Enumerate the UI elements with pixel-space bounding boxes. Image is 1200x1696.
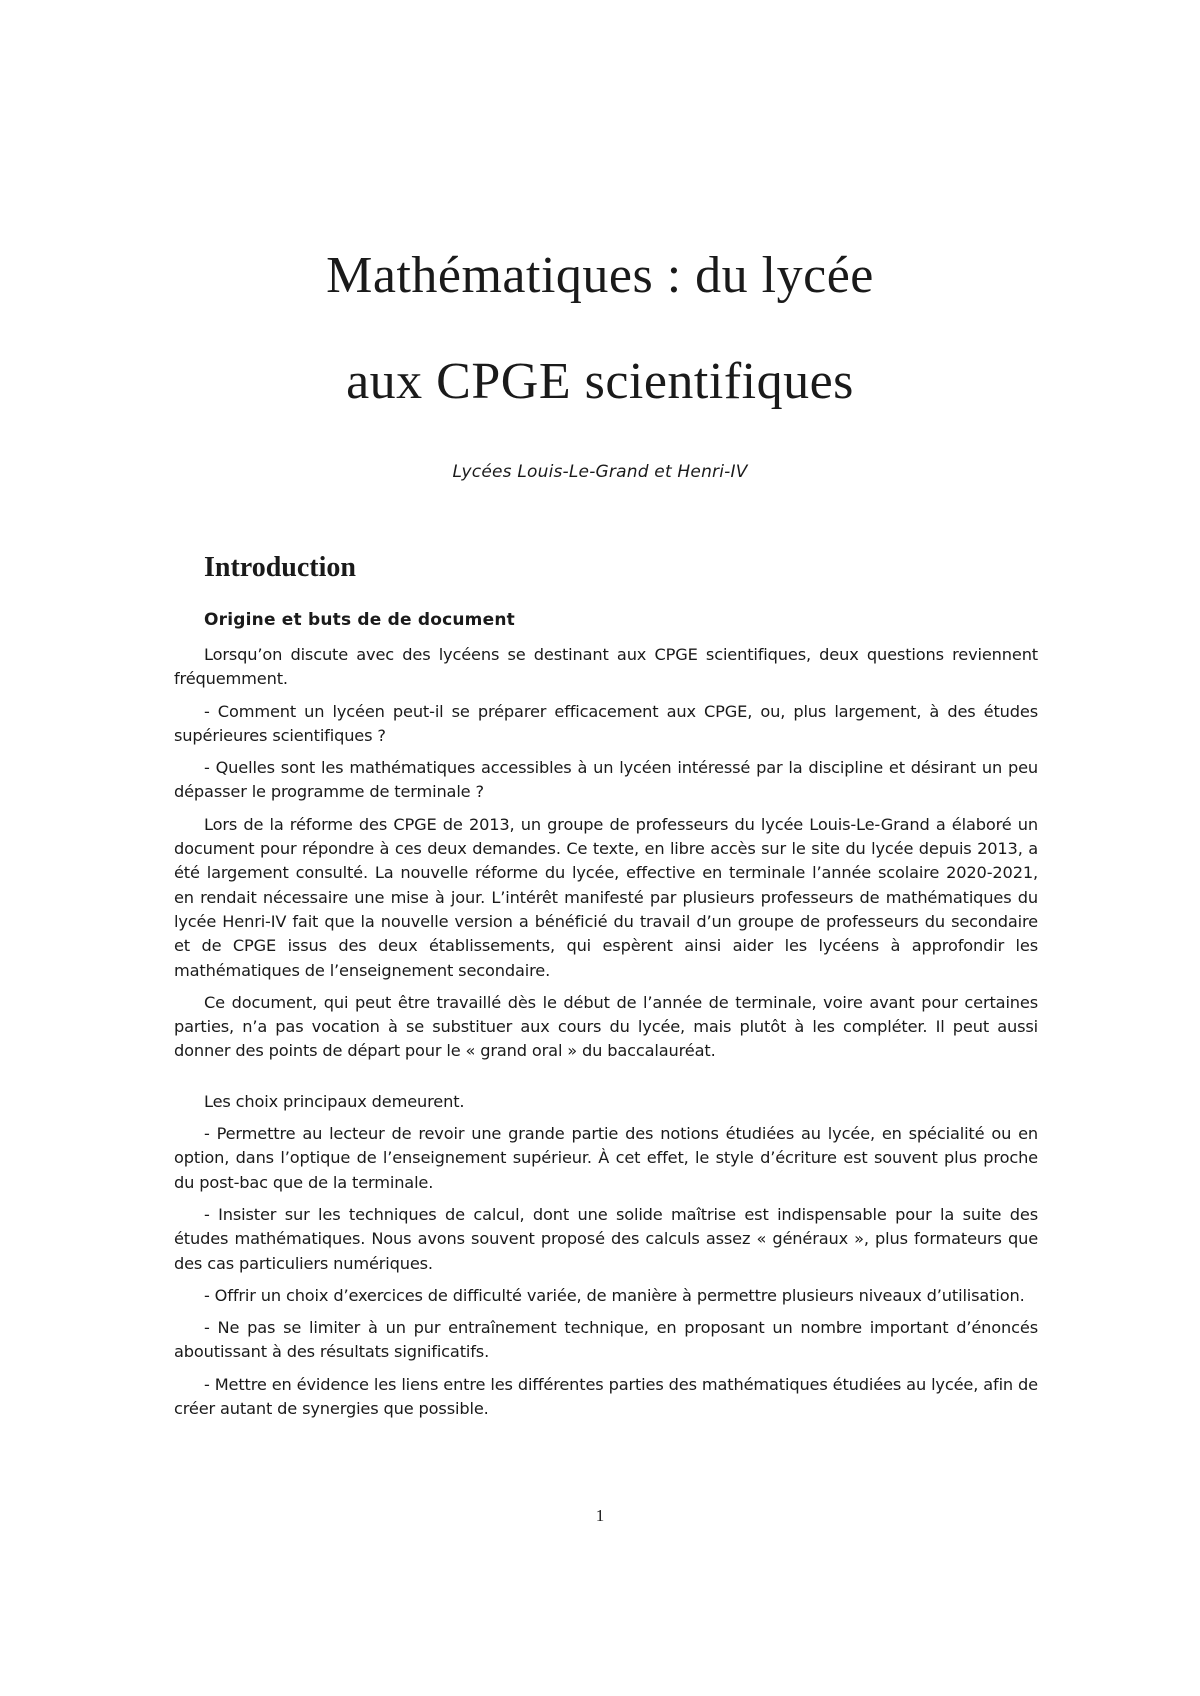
paragraph: - Insister sur les techniques de calcul, dont une solide maîtrise est indispensable pour la suite des études mathématiques. Nous avons souvent proposé des calculs assez « généraux », plus formateurs que des cas particuliers numériques.: [174, 1204, 1038, 1273]
page-number: 1: [595, 1506, 605, 1525]
paragraph: Lors de la réforme des CPGE de 2013, un groupe de professeurs du lycée Louis-Le-Grand a élaboré un document pour répondre à ces deux demandes. Ce texte, en libre accès sur le site du lycée depuis 2013, a été largement consulté. La nouvelle réforme du lycée, effective en terminale l’année scolaire 2020-2021, en rendait nécessaire une mise à jour. L’intérêt manifesté par plusieurs professeurs de mathématiques du lycée Henri-IV fait que la nouvelle version a bénéficié du travail d’un groupe de professeurs du secondaire et de CPGE issus des deux établissements, qui espèrent ainsi aider les lycéens à approfondir les mathématiques de l’enseignement secondaire.: [174, 814, 1038, 980]
paragraph: - Quelles sont les mathématiques accessibles à un lycéen intéressé par la discipline et désirant un peu dépasser le programme de terminale ?: [174, 758, 1038, 802]
subsection-title: Origine et buts de de document: [204, 610, 515, 630]
paragraph: - Comment un lycéen peut-il se préparer efficacement aux CPGE, ou, plus largement, à des études supérieures scientifiques ?: [174, 701, 1038, 745]
paragraph: Lorsqu’on discute avec des lycéens se destinant aux CPGE scientifiques, deux questions reviennent fréquemment.: [174, 645, 1038, 689]
document-title-line-2: aux CPGE scientifiques: [346, 353, 854, 410]
paragraph: - Mettre en évidence les liens entre les différentes parties des mathématiques étudiées au lycée, afin de créer autant de synergies que possible.: [174, 1374, 1038, 1419]
document-title-line-1: Mathématiques : du lycée: [326, 247, 874, 304]
paragraph: - Permettre au lecteur de revoir une grande partie des notions étudiées au lycée, en spécialité ou en option, dans l’optique de l’enseignement supérieur. À cet effet, le style d’écriture est souvent plus proche du post-bac que de la terminale.: [174, 1124, 1038, 1192]
paragraph: - Ne pas se limiter à un pur entraînement technique, en proposant un nombre important d’énoncés aboutissant à des résultats significatifs.: [174, 1318, 1038, 1362]
paragraph: Les choix principaux demeurent.: [204, 1091, 465, 1111]
section-title-introduction: Introduction: [204, 552, 356, 583]
paragraph: - Offrir un choix d’exercices de difficulté variée, de manière à permettre plusieurs niveaux d’utilisation.: [204, 1285, 1025, 1305]
document-authors: Lycées Louis-Le-Grand et Henri-IV: [452, 462, 748, 482]
document-body: [174, 643, 1038, 1429]
paragraph: Ce document, qui peut être travaillé dès le début de l’année de terminale, voire avant pour certaines parties, n’a pas vocation à se substituer aux cours du lycée, mais plutôt à les compléter. Il peut aussi donner des points de départ pour le « grand oral » du baccalauréat.: [174, 992, 1038, 1061]
